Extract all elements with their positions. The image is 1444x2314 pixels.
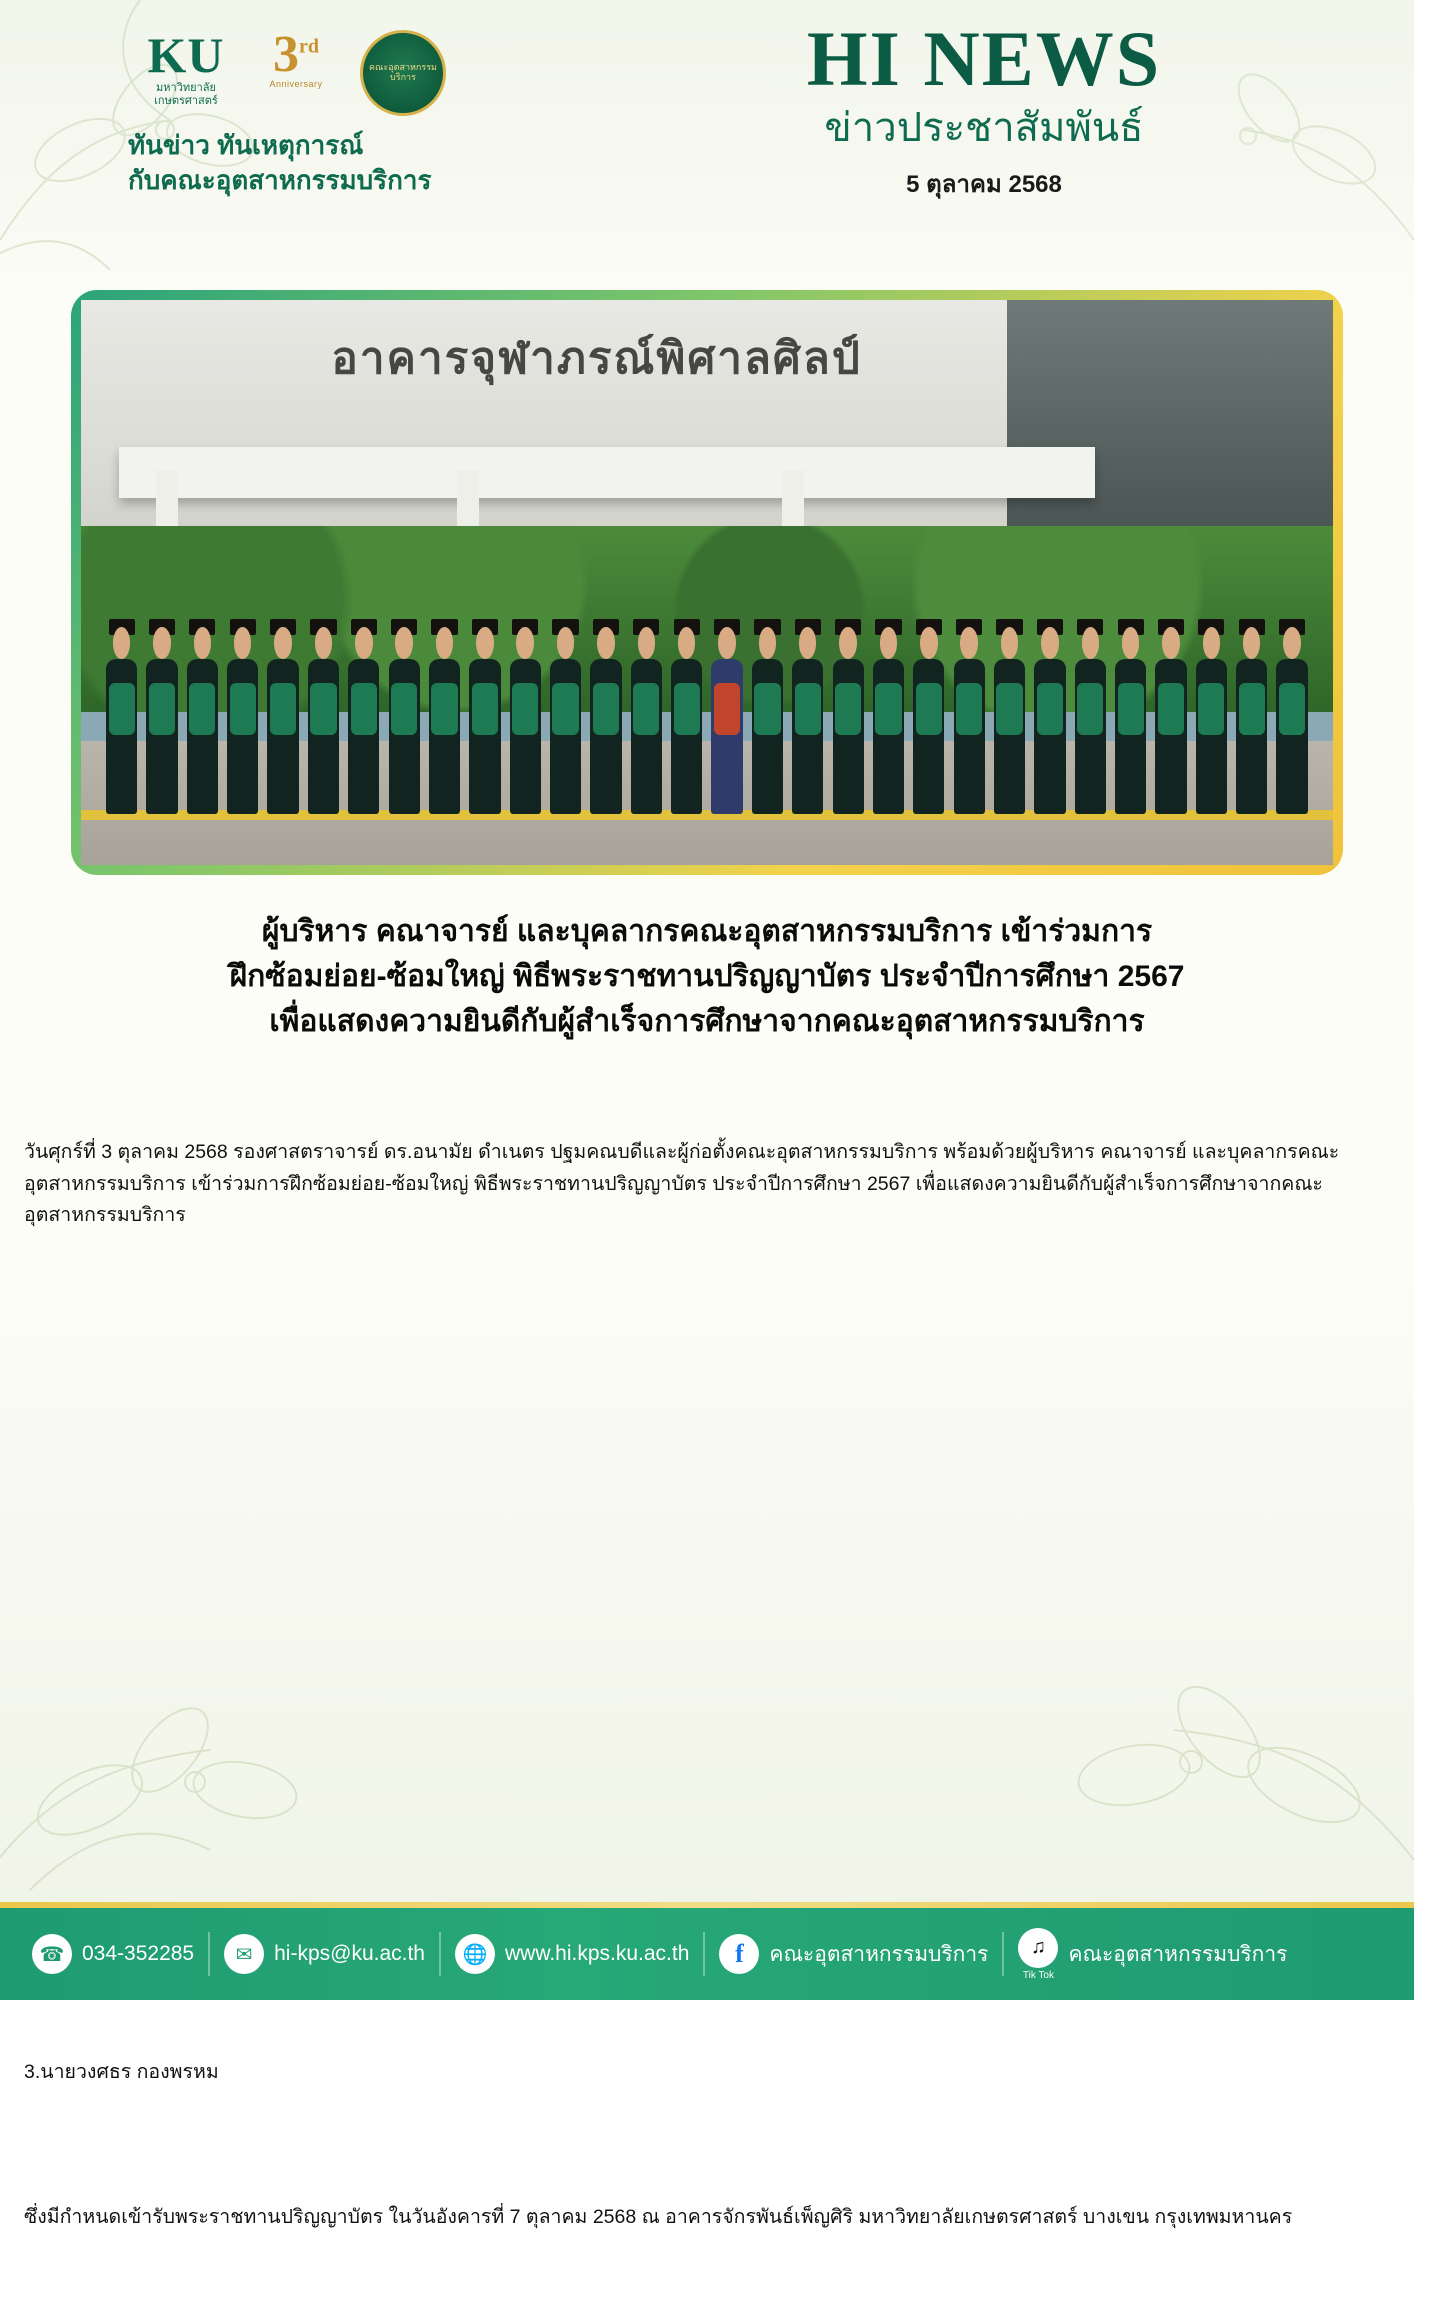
tagline-line-1: ทันข่าว ทันเหตุการณ์ — [128, 130, 364, 160]
contact-facebook[interactable] — [705, 1934, 1002, 1974]
photo-person — [1155, 615, 1186, 814]
contact-tiktok-text: คณะอุตสาหกรรมบริการ — [1068, 1942, 1288, 1966]
ku-logo — [140, 27, 232, 107]
photo-person — [510, 615, 541, 814]
photo-person — [187, 615, 218, 814]
contact-phone[interactable] — [18, 1934, 208, 1974]
globe-icon: 🌐 — [455, 1934, 495, 1974]
poster-header — [0, 0, 1414, 290]
photo-person — [994, 615, 1025, 814]
ku-logo-mark: KU — [147, 27, 225, 83]
headline-line-2: ฝึกซ้อมย่อย-ซ้อมใหญ่ พิธีพระราชทานปริญญาบัตร ประจำปีการศึกษา 2567 — [229, 960, 1185, 993]
ku-logo-subtitle: มหาวิทยาลัย เกษตรศาสตร์ — [154, 82, 218, 107]
photo-person — [106, 615, 137, 814]
anniversary-label: Anniversary — [269, 79, 323, 90]
body-paragraph-1: วันศุกร์ที่ 3 ตุลาคม 2568 รองศาสตราจารย์ ดร.อนามัย ดำเนตร ปฐมคณบดีและผู้ก่อตั้งคณะอุตสาหกรรมบริการ พร้อมด้วยผู้บริหาร คณาจารย์ และบุคลากรคณะอุตสาหกรรมบริการ เข้าร่วมการฝึกซ้อมย่อย-ซ้อมใหญ่ พิธีพระราชทานปริญญาบัตร ประจำปีการศึกษา 2567 เพื่อแสดงความยินดีกับผู้สำเร็จการศึกษาจากคณะอุตสาหกรรมบริการ — [24, 1141, 1340, 1227]
background-tint-bottom — [0, 1290, 1414, 1910]
contact-website[interactable] — [441, 1934, 703, 1974]
tiktok-icon: ♫ — [1018, 1928, 1058, 1968]
photo-frame — [71, 290, 1343, 875]
building-sign-text: อาคารจุฬาภรณ์พิศาลศิลป์ — [331, 333, 862, 383]
photo-person — [429, 615, 460, 814]
photo-person — [954, 615, 985, 814]
contact-facebook-text: คณะอุตสาหกรรมบริการ — [769, 1942, 989, 1966]
envelope-icon: ✉ — [224, 1934, 264, 1974]
photo-person — [1034, 615, 1065, 814]
publish-date: 5 ตุลาคม 2568 — [906, 171, 1062, 198]
headline-line-3: เพื่อแสดงความยินดีกับผู้สำเร็จการศึกษาจากคณะอุตสาหกรรมบริการ — [269, 1005, 1145, 1038]
program-2-item: 3.นายวงศธร กองพรหม — [24, 2061, 219, 2084]
facebook-icon: f — [719, 1934, 759, 1974]
faculty-seal-label: คณะอุตสาหกรรมบริการ — [369, 62, 437, 82]
logo-group — [140, 26, 446, 116]
anniversary-suffix: rd — [299, 35, 319, 58]
photo-building-side — [1007, 300, 1333, 560]
headline-line-1: ผู้บริหาร คณาจารย์ และบุคลากรคณะอุตสาหกรรมบริการ เข้าร่วมการ — [261, 915, 1153, 948]
photo-person — [752, 615, 783, 814]
anniversary-number — [250, 26, 342, 83]
photo-person — [913, 615, 944, 814]
photo-person — [873, 615, 904, 814]
group-photo — [81, 300, 1333, 865]
photo-person — [833, 615, 864, 814]
tagline-line-2: กับคณะอุตสาหกรรมบริการ — [128, 165, 432, 196]
photo-person-center — [711, 615, 742, 814]
photo-person — [348, 615, 379, 814]
photo-person — [267, 615, 298, 814]
contact-website-text: www.hi.kps.ku.ac.th — [505, 1942, 690, 1965]
photo-person — [792, 615, 823, 814]
anniversary-number-text: 3 — [273, 26, 299, 83]
photo-person — [308, 615, 339, 814]
photo-person — [550, 615, 581, 814]
masthead-title-en: HI NEWS — [806, 15, 1162, 102]
photo-person — [671, 615, 702, 814]
masthead-title-th: ข่าวประชาสัมพันธ์ — [824, 106, 1144, 150]
photo-person — [1115, 615, 1146, 814]
contact-email-text: hi-kps@ku.ac.th — [274, 1942, 425, 1965]
photo-person — [1196, 615, 1227, 814]
photo-person — [1236, 615, 1267, 814]
photo-people-row — [106, 566, 1308, 815]
tiktok-icon-wrap — [1018, 1928, 1058, 1981]
photo-person — [590, 615, 621, 814]
photo-person — [389, 615, 420, 814]
contact-tiktok[interactable] — [1004, 1928, 1301, 1981]
photo-person — [146, 615, 177, 814]
faculty-seal-icon — [360, 30, 446, 116]
photo-person — [631, 615, 662, 814]
photo-canopy — [119, 447, 1096, 498]
body-paragraph-3: ซึ่งมีกำหนดเข้ารับพระราชทานปริญญาบัตร ในวันอังคารที่ 7 ตุลาคม 2568 ณ อาคารจักรพันธ์เพ็ญศิริ มหาวิทยาลัยเกษตรศาสตร์ บางเขน กรุงเทพมหานคร — [24, 2205, 1293, 2228]
tagline — [128, 128, 431, 198]
photo-person — [469, 615, 500, 814]
contact-phone-text: 034-352285 — [82, 1942, 195, 1965]
contact-email[interactable] — [210, 1934, 439, 1974]
masthead — [674, 15, 1294, 203]
photo-person — [1276, 615, 1307, 814]
photo-person — [227, 615, 258, 814]
photo-person — [1075, 615, 1106, 814]
tiktok-icon-label: Tik Tok — [1022, 1969, 1054, 1981]
phone-icon: ☎ — [32, 1934, 72, 1974]
contact-footer — [0, 1908, 1414, 2000]
article-headline — [60, 909, 1354, 1044]
anniversary-logo — [250, 26, 342, 116]
